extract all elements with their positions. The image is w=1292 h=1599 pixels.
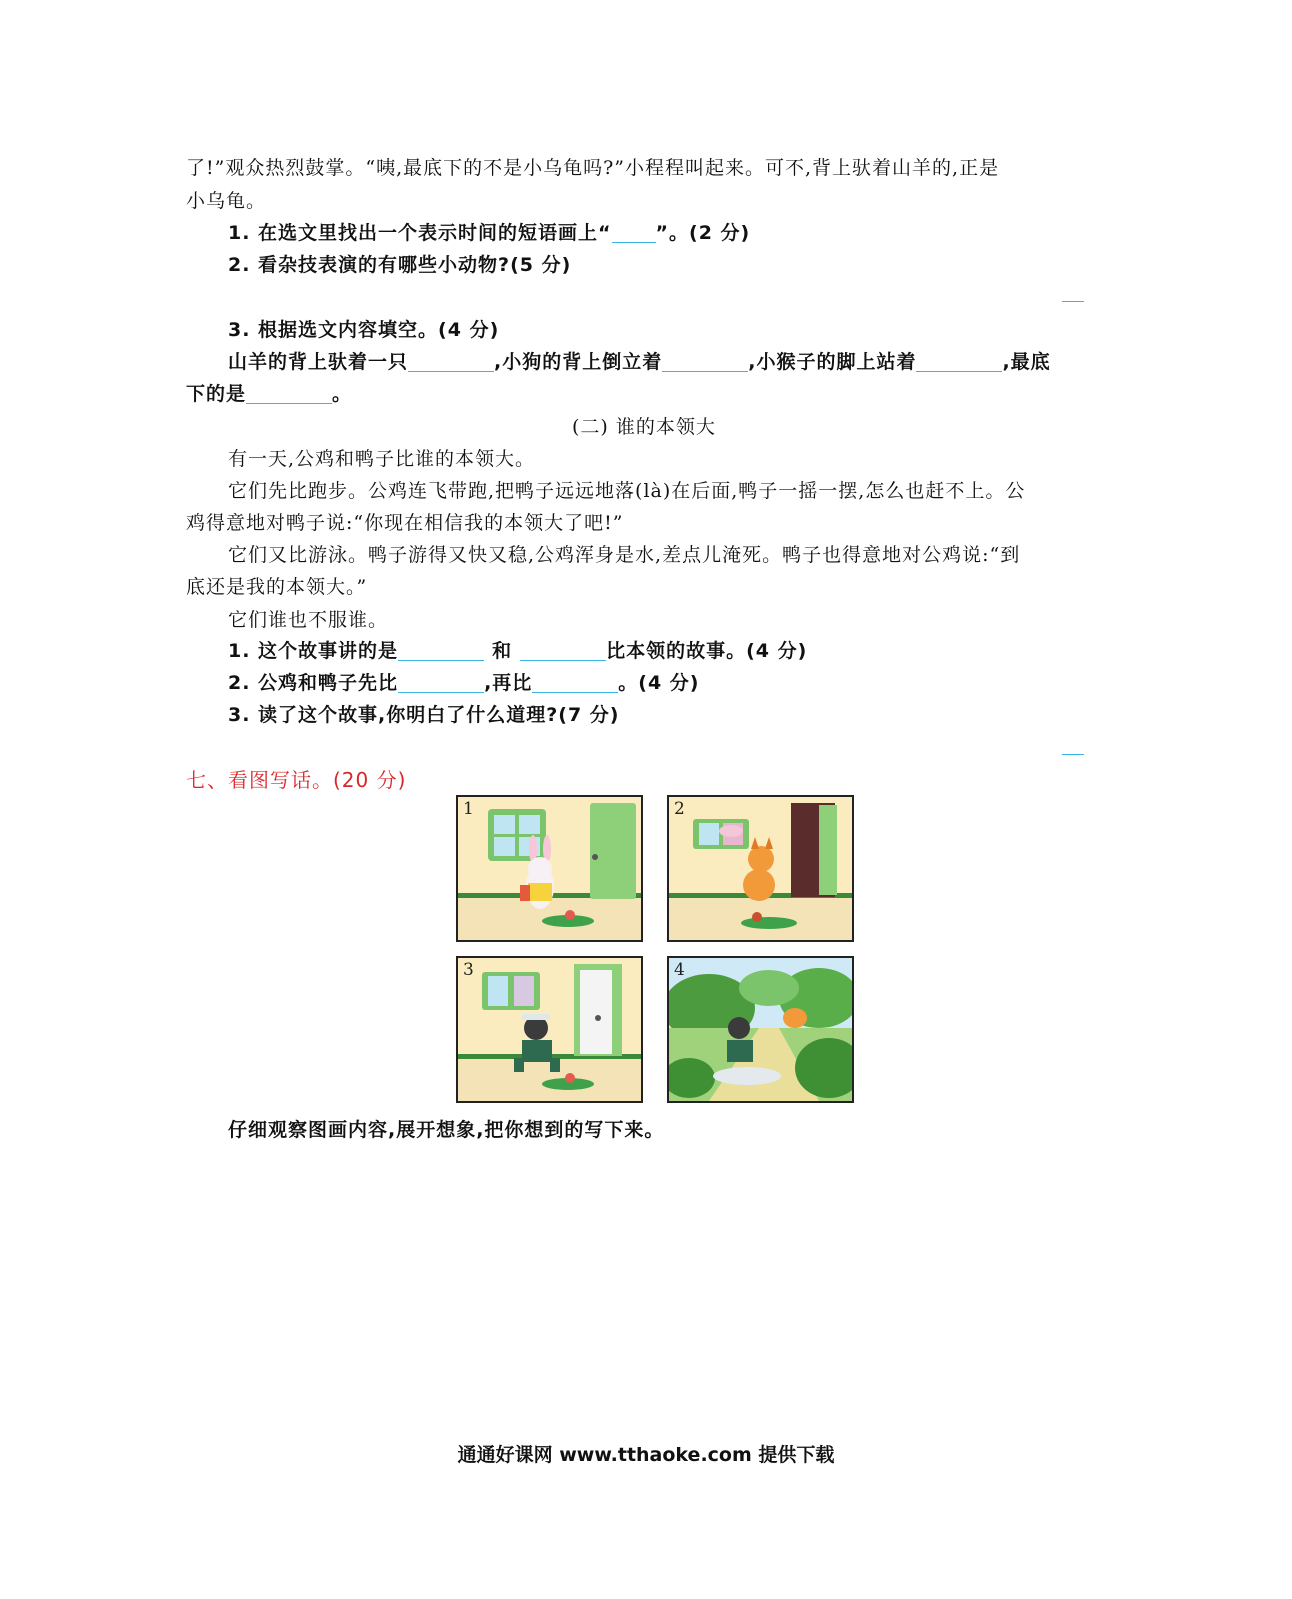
footer-credit: 通通好课网 www.tthaoke.com 提供下载 bbox=[457, 1444, 835, 1466]
question-text: 2. 公鸡和鸭子先比 bbox=[228, 672, 399, 694]
rabbit-scene-illustration bbox=[458, 797, 641, 940]
passage-line: 了!”观众热烈鼓掌。“咦,最底下的不是小乌龟吗?”小程程叫起来。可不,背上驮着山羊的,正是 bbox=[186, 157, 1000, 179]
question-text: 1. 这个故事讲的是 bbox=[228, 640, 399, 662]
panel-number: 2 bbox=[674, 799, 685, 819]
picture-panel-3 bbox=[456, 956, 643, 1103]
question-2: 2. 看杂技表演的有哪些小动物?(5 分) bbox=[228, 254, 572, 276]
passage-line: 小乌龟。 bbox=[186, 190, 267, 212]
answer-blank[interactable] bbox=[916, 351, 1002, 372]
question-text: 和 bbox=[492, 640, 513, 662]
answer-blank[interactable] bbox=[612, 222, 656, 243]
fill-sentence bbox=[228, 347, 1051, 374]
question-1 bbox=[228, 218, 750, 245]
passage-line: 底还是我的本领大。” bbox=[186, 576, 368, 598]
answer-line[interactable] bbox=[1062, 754, 1084, 755]
passage-line: 它们又比游泳。鸭子游得又快又稳,公鸡浑身是水,差点儿淹死。鸭子也得意地对公鸡说:“到 bbox=[228, 544, 1021, 566]
answer-blank[interactable] bbox=[408, 351, 494, 372]
panel-number: 1 bbox=[463, 799, 474, 819]
passage-line: 它们先比跑步。公鸡连飞带跑,把鸭子远远地落(là)在后面,鸭子一摇一摆,怎么也赶不上。公 bbox=[228, 480, 1026, 502]
answer-blank[interactable] bbox=[398, 640, 484, 661]
question-text: 1. 在选文里找出一个表示时间的短语画上“ bbox=[228, 222, 612, 244]
answer-blank[interactable] bbox=[662, 351, 748, 372]
question-text: ,再比 bbox=[484, 672, 533, 694]
fill-text: 山羊的背上驮着一只 bbox=[228, 351, 409, 373]
passage-line: 鸡得意地对鸭子说:“你现在相信我的本领大了吧!” bbox=[186, 512, 624, 534]
answer-blank[interactable] bbox=[532, 672, 618, 693]
question-1 bbox=[228, 636, 807, 663]
fill-text: 。 bbox=[332, 383, 353, 405]
panel-number: 3 bbox=[463, 960, 474, 980]
fill-sentence-cont bbox=[186, 379, 352, 406]
question-text: ”。(2 分) bbox=[655, 222, 751, 244]
answer-line[interactable] bbox=[1062, 301, 1084, 302]
panel-number: 4 bbox=[674, 960, 685, 980]
question-3: 3. 读了这个故事,你明白了什么道理?(7 分) bbox=[228, 704, 620, 726]
fill-text: ,最底 bbox=[1002, 351, 1051, 373]
fill-text: ,小猴子的脚上站着 bbox=[748, 351, 917, 373]
answer-blank[interactable] bbox=[398, 672, 484, 693]
question-3: 3. 根据选文内容填空。(4 分) bbox=[228, 319, 500, 341]
picture-panel-1 bbox=[456, 795, 643, 942]
question-text: 比本领的故事。(4 分) bbox=[606, 640, 808, 662]
forest-chase-illustration bbox=[669, 958, 852, 1101]
cat-police-scene-illustration bbox=[458, 958, 641, 1101]
fox-scene-illustration bbox=[669, 797, 852, 940]
section-heading: 七、看图写话。(20 分) bbox=[186, 768, 407, 792]
picture-panel-4 bbox=[667, 956, 854, 1103]
answer-blank[interactable] bbox=[520, 640, 606, 661]
question-2 bbox=[228, 668, 699, 695]
passage-line: 它们谁也不服谁。 bbox=[228, 609, 389, 631]
fill-text: ,小狗的背上倒立着 bbox=[494, 351, 663, 373]
answer-blank[interactable] bbox=[246, 383, 332, 404]
picture-panel-2 bbox=[667, 795, 854, 942]
passage-title: (二) 谁的本领大 bbox=[572, 416, 716, 438]
passage-line: 有一天,公鸡和鸭子比谁的本领大。 bbox=[228, 448, 536, 470]
writing-instruction: 仔细观察图画内容,展开想象,把你想到的写下来。 bbox=[228, 1119, 665, 1141]
question-text: 。(4 分) bbox=[618, 672, 700, 694]
fill-text: 下的是 bbox=[186, 383, 247, 405]
